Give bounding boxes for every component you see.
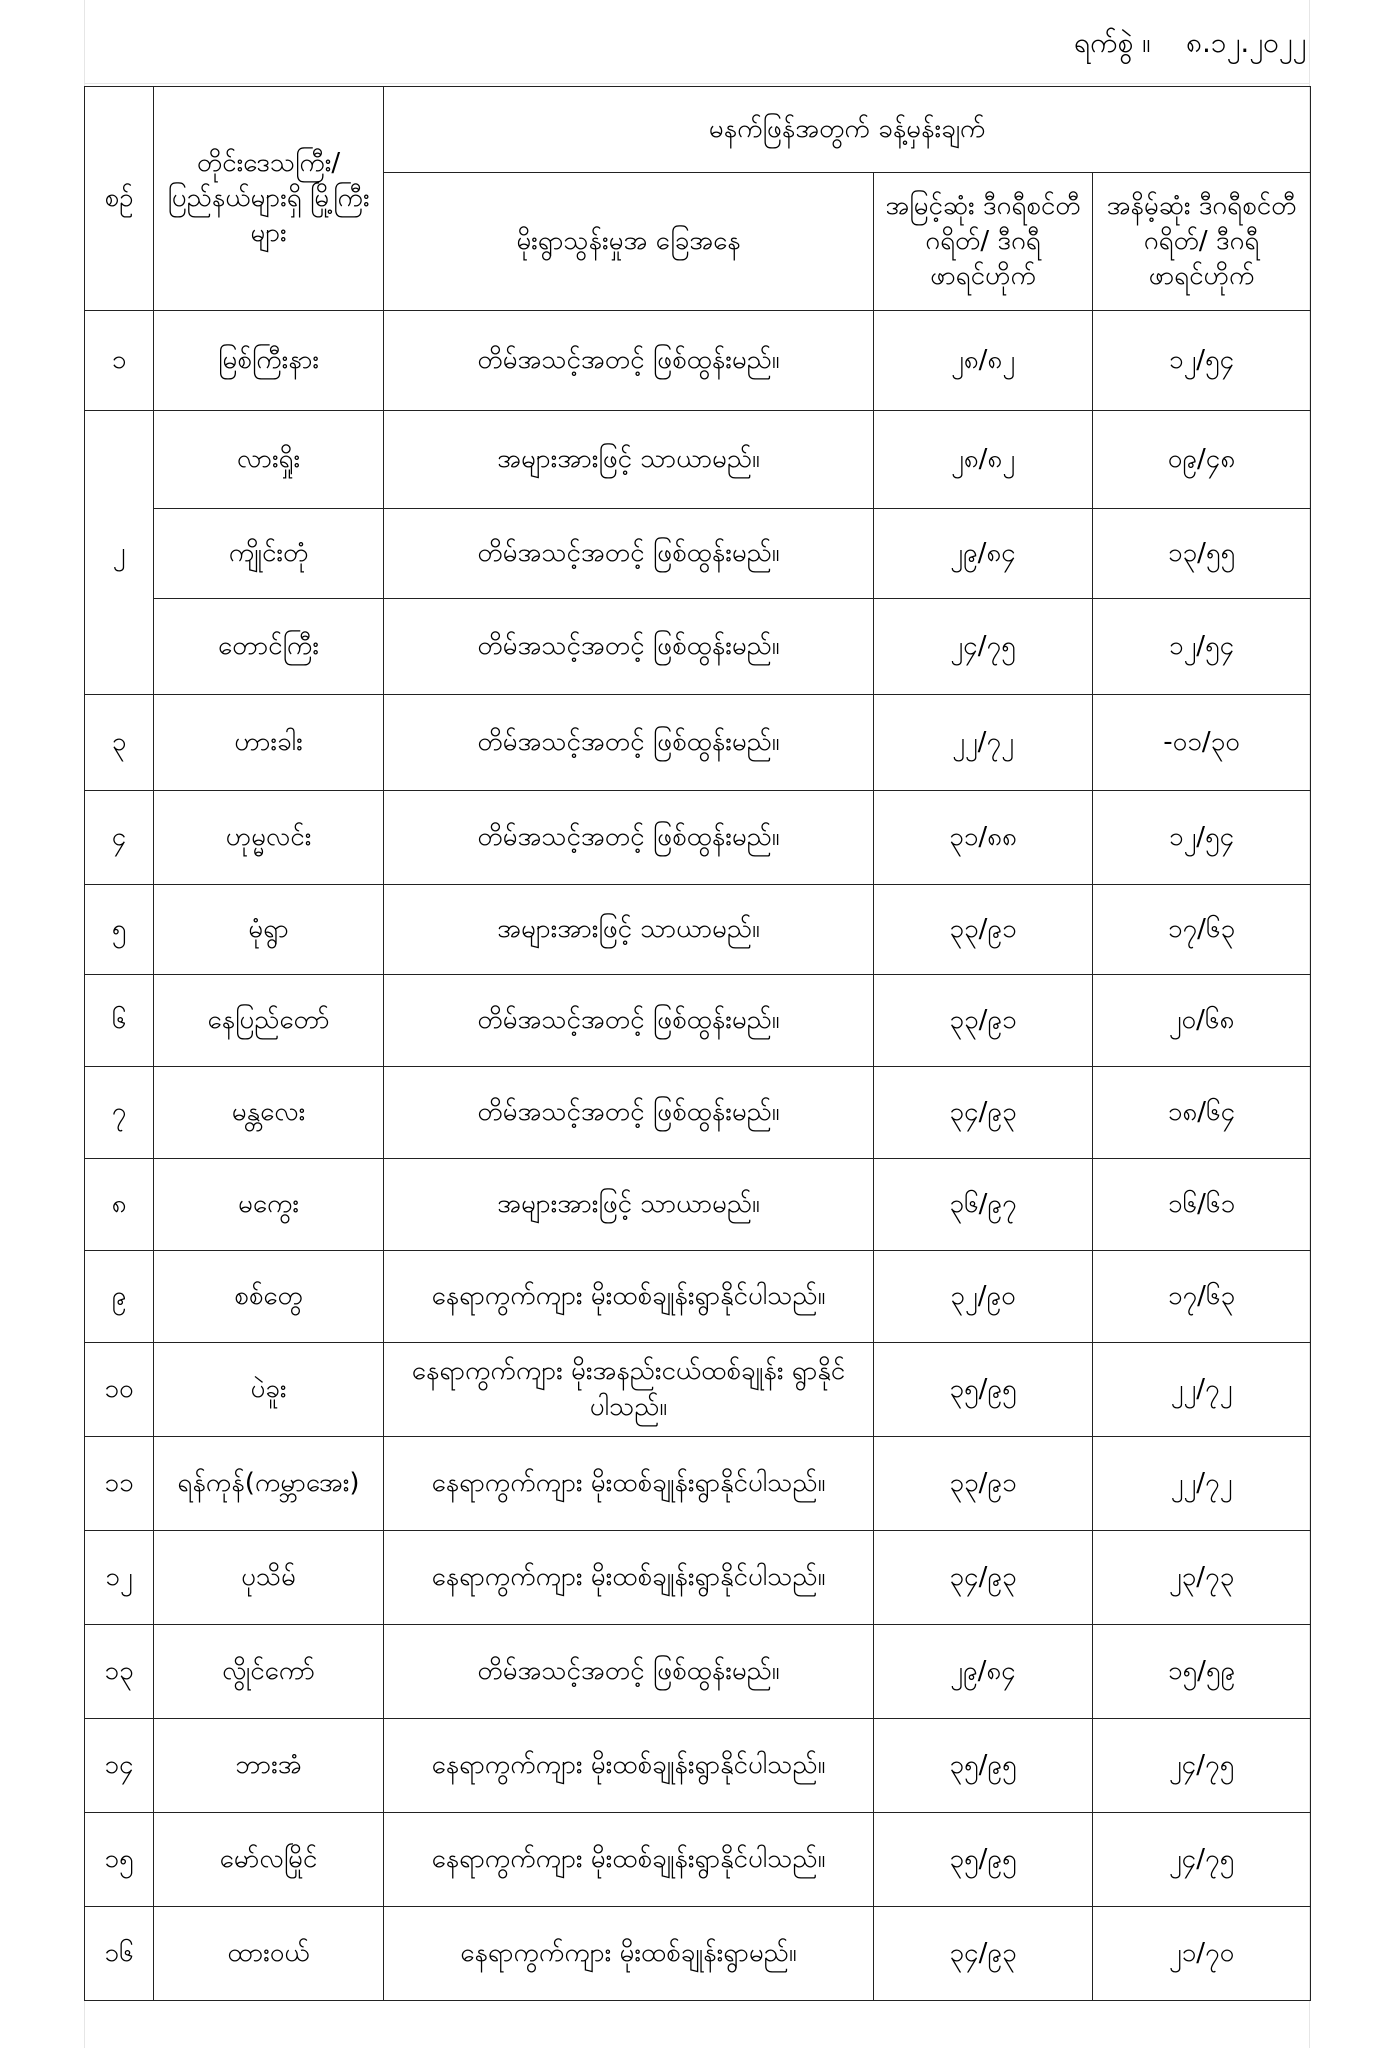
row-number: ၃ [85,695,154,791]
max-temp-cell: ၂၂/၇၂ [874,695,1093,791]
weather-cell: တိမ်အသင့်အတင့် ဖြစ်ထွန်းမည်။ [384,509,874,599]
min-temp-cell: ၁၈/၆၄ [1093,1067,1311,1159]
table-row [85,885,1311,975]
min-temp-cell: ၀၉/၄၈ [1093,411,1311,509]
row-number: ၁၆ [85,1907,154,2001]
weather-cell: တိမ်အသင့်အတင့် ဖြစ်ထွန်းမည်။ [384,599,874,695]
weather-cell: တိမ်အသင့်အတင့် ဖြစ်ထွန်းမည်။ [384,791,874,885]
city-cell: မြစ်ကြီးနား [154,311,384,411]
min-temp-cell: ၂၁/၇၀ [1093,1907,1311,2001]
min-temp-cell: ၁၃/၅၅ [1093,509,1311,599]
date-header [84,0,1310,84]
city-cell: ဘားအံ [154,1719,384,1813]
city-cell: မကွေး [154,1159,384,1251]
weather-cell: တိမ်အသင့်အတင့် ဖြစ်ထွန်းမည်။ [384,695,874,791]
row-number: ၇ [85,1067,154,1159]
max-temp-cell: ၂၉/၈၄ [874,509,1093,599]
max-temp-cell: ၃၆/၉၇ [874,1159,1093,1251]
row-number: ၆ [85,975,154,1067]
max-temp-cell: ၃၅/၉၅ [874,1343,1093,1437]
table-row [85,1813,1311,1907]
max-temp-cell: ၃၅/၉၅ [874,1813,1093,1907]
forecast-table [84,86,1311,2001]
table-row [85,1251,1311,1343]
table-row [85,1907,1311,2001]
row-number: ၁၃ [85,1625,154,1719]
weather-cell: နေရာကွက်ကျား မိုးထစ်ချုန်းရွာမည်။ [384,1907,874,2001]
max-temp-cell: ၃၄/၉၃ [874,1067,1093,1159]
max-temp-cell: ၂၄/၇၅ [874,599,1093,695]
min-temp-cell: ၁၂/၅၄ [1093,311,1311,411]
city-cell: လွိုင်ကော် [154,1625,384,1719]
max-temp-cell: ၃၅/၉၅ [874,1719,1093,1813]
max-temp-cell: ၃၁/၈၈ [874,791,1093,885]
date-label: ရက်စွဲ ။ [1074,26,1151,59]
min-temp-cell: ၁၆/၆၁ [1093,1159,1311,1251]
max-temp-cell: ၂၈/၈၂ [874,311,1093,411]
min-temp-cell: ၁၇/၆၃ [1093,885,1311,975]
table-row [85,791,1311,885]
city-cell: ရန်ကုန်(ကမ္ဘာအေး) [154,1437,384,1531]
max-temp-cell: ၃၂/၉၀ [874,1251,1093,1343]
city-cell: ဟားခါး [154,695,384,791]
table-row [85,1625,1311,1719]
row-number: ၁ [85,311,154,411]
row-number: ၁၀ [85,1343,154,1437]
weather-cell: တိမ်အသင့်အတင့် ဖြစ်ထွန်းမည်။ [384,975,874,1067]
city-cell: တောင်ကြီး [154,599,384,695]
weather-cell: အများအားဖြင့် သာယာမည်။ [384,1159,874,1251]
table-row [85,1067,1311,1159]
max-temp-cell: ၃၄/၉၃ [874,1531,1093,1625]
city-cell: ထားဝယ် [154,1907,384,2001]
weather-cell: နေရာကွက်ကျား မိုးထစ်ချုန်းရွာနိုင်ပါသည်။ [384,1437,874,1531]
row-number: ၉ [85,1251,154,1343]
city-cell: စစ်တွေ [154,1251,384,1343]
table-row [85,411,1311,509]
table-row [85,975,1311,1067]
min-temp-cell: ၁၂/၅၄ [1093,599,1311,695]
row-number: ၁၂ [85,1531,154,1625]
city-cell: ပဲခူး [154,1343,384,1437]
weather-cell: နေရာကွက်ကျား မိုးထစ်ချုန်းရွာနိုင်ပါသည်။ [384,1251,874,1343]
weather-cell: တိမ်အသင့်အတင့် ဖြစ်ထွန်းမည်။ [384,311,874,411]
max-temp-cell: ၃၃/၉၁ [874,885,1093,975]
city-cell: မော်လမြိုင် [154,1813,384,1907]
header-weather: မိုးရွာသွန်းမှုအ ခြေအနေ [384,173,874,311]
weather-cell: တိမ်အသင့်အတင့် ဖြစ်ထွန်းမည်။ [384,1625,874,1719]
table-row [85,1343,1311,1437]
city-cell: လားရှိုး [154,411,384,509]
header-min-temp: အနိမ့်ဆုံး ဒီဂရီစင်တီဂရိတ်/ ဒီဂရီဖာရင်ဟိုက် [1093,173,1311,311]
min-temp-cell: ၂၂/၇၂ [1093,1437,1311,1531]
min-temp-cell: ၂၄/၇၅ [1093,1719,1311,1813]
max-temp-cell: ၃၃/၉၁ [874,975,1093,1067]
weather-cell: တိမ်အသင့်အတင့် ဖြစ်ထွန်းမည်။ [384,1067,874,1159]
min-temp-cell: ၂၄/၇၅ [1093,1813,1311,1907]
table-row [85,509,1311,599]
header-no: စဉ် [85,87,154,311]
row-number: ၅ [85,885,154,975]
max-temp-cell: ၂၉/၈၄ [874,1625,1093,1719]
table-row [85,1159,1311,1251]
city-cell: မန္တလေး [154,1067,384,1159]
max-temp-cell: ၃၃/၉၁ [874,1437,1093,1531]
city-cell: နေပြည်တော် [154,975,384,1067]
row-number: ၂ [85,411,154,695]
city-cell: ပုသိမ် [154,1531,384,1625]
weather-cell: အများအားဖြင့် သာယာမည်။ [384,885,874,975]
header-max-temp: အမြင့်ဆုံး ဒီဂရီစင်တီဂရိတ်/ ဒီဂရီဖာရင်ဟိုက် [874,173,1093,311]
table-row [85,695,1311,791]
header-forecast-group: မနက်ဖြန်အတွက် ခန့်မှန်းချက် [384,87,1311,173]
weather-cell: နေရာကွက်ကျား မိုးထစ်ချုန်းရွာနိုင်ပါသည်။ [384,1813,874,1907]
table-row [85,1719,1311,1813]
city-cell: ဟုမ္မလင်း [154,791,384,885]
weather-cell: အများအားဖြင့် သာယာမည်။ [384,411,874,509]
row-number: ၈ [85,1159,154,1251]
max-temp-cell: ၃၄/၉၃ [874,1907,1093,2001]
max-temp-cell: ၂၈/၈၂ [874,411,1093,509]
min-temp-cell: ၂၀/၆၈ [1093,975,1311,1067]
min-temp-cell: -၀၁/၃၀ [1093,695,1311,791]
row-number: ၁၅ [85,1813,154,1907]
min-temp-cell: ၁၅/၅၉ [1093,1625,1311,1719]
row-number: ၁၄ [85,1719,154,1813]
weather-cell: နေရာကွက်ကျား မိုးထစ်ချုန်းရွာနိုင်ပါသည်။ [384,1719,874,1813]
city-cell: ကျိုင်းတုံ [154,509,384,599]
weather-cell: နေရာကွက်ကျား မိုးအနည်းငယ်ထစ်ချုန်း ရွာနိုင်ပါသည်။ [384,1343,874,1437]
min-temp-cell: ၂၃/၇၃ [1093,1531,1311,1625]
min-temp-cell: ၂၂/၇၂ [1093,1343,1311,1437]
row-number: ၄ [85,791,154,885]
table-row [85,1437,1311,1531]
table-row [85,311,1311,411]
header-city: တိုင်းဒေသကြီး/ ပြည်နယ်များရှိ မြို့ကြီးများ [154,87,384,311]
table-row [85,599,1311,695]
table-row [85,1531,1311,1625]
min-temp-cell: ၁၂/၅၄ [1093,791,1311,885]
min-temp-cell: ၁၇/၆၃ [1093,1251,1311,1343]
city-cell: မုံရွာ [154,885,384,975]
weather-cell: နေရာကွက်ကျား မိုးထစ်ချုန်းရွာနိုင်ပါသည်။ [384,1531,874,1625]
row-number: ၁၁ [85,1437,154,1531]
date-value: ၈.၁၂.၂၀၂၂ [1186,26,1307,59]
